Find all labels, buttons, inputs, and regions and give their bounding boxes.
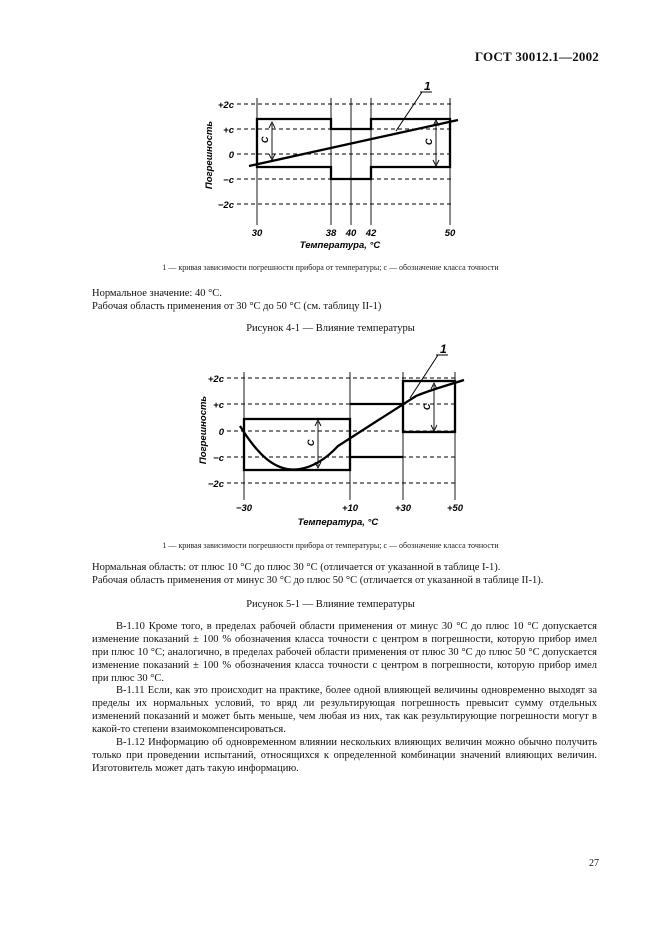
paragraph-b-1-12 (92, 737, 597, 776)
y-tick-label: +2c (217, 100, 234, 111)
x-tick-label: 38 (325, 228, 337, 239)
y-tick-label: −c (223, 175, 234, 186)
figure-5-1-title: Рисунок 5-1 — Влияние температуры (246, 599, 415, 610)
x-tick-lines (257, 98, 450, 225)
x-axis-label: Температура, °С (297, 517, 379, 528)
figure-4-1-caption: 1 — кривая зависимости погрешности прибора от температуры; c — обозначение класса точности (162, 263, 499, 272)
y-tick-label: −2c (217, 200, 234, 211)
x-tick-label: −30 (235, 503, 253, 514)
paragraph-text: B-1.11 Если, как это происходит на практике, более одной влияющей величины одновременно выходят за пределы их нормальных условий, то вряд ли результирующая погрешность превысит сумму отдельных изменений показаний и может быть меньше, чем любая из них, так как результирующие погрешности могут в какой-то степени взаимокомпенсироваться. (92, 685, 597, 735)
x-tick-label: +30 (394, 503, 412, 514)
tolerance-band-low (244, 419, 350, 470)
x-tick-label: +10 (341, 503, 359, 514)
y-tick-label: 0 (218, 427, 224, 438)
figure-5-1-working-range: Рабочая область применения от минус 30 °С до плюс 50 °С (отличается от указанной в таблице II-1). (92, 575, 544, 586)
y-axis-label: Погрешность (198, 395, 209, 465)
figure-5-1-chart (190, 340, 490, 532)
x-tick-label: 30 (251, 228, 263, 239)
x-tick-label: 50 (444, 228, 456, 239)
paragraph-text: B-1.10 Кроме того, в пределах рабочей области применения от минус 30 °С до плюс 10 °С допускается изменение показаний ± 100 % обозначения класса точности с центром в погрешности, которую прибор имел при плюс 10 °С; аналогично, в пределах рабочей области применения от плюс 30 °С до плюс 50 °С допускается изменение показаний ± 100 % обозначения класса точности с центром в погрешности, которую прибор имел при плюс 30 °С. (92, 621, 597, 684)
dim-label: C (306, 439, 316, 446)
tolerance-band-normal (350, 404, 403, 457)
paragraph-b-1-11 (92, 685, 597, 737)
y-axis-label: Погрешность (204, 120, 215, 190)
y-tick-label: +c (223, 125, 234, 136)
dim-label: C (422, 403, 432, 410)
figure-4-1-working-range: Рабочая область применения от 30 °С до 50 °С (см. таблицу II-1) (92, 301, 382, 312)
x-tick-label: 40 (345, 228, 357, 239)
dim-label: C (260, 136, 270, 143)
curve-label-leader (396, 92, 422, 131)
dim-label: C (424, 138, 434, 145)
figure-5-1-normal-area: Нормальная область: от плюс 10 °С до плюс 30 °С (отличается от указанной в таблице I-1). (92, 562, 501, 573)
figure-4-1-chart (190, 82, 490, 254)
y-tick-label: −2c (207, 479, 224, 490)
figure-4-1-title: Рисунок 4-1 — Влияние температуры (246, 323, 415, 334)
curve-label: 1 (424, 82, 431, 93)
curve-label: 1 (440, 342, 447, 356)
y-tick-label: 0 (228, 150, 234, 161)
y-tick-label: +2c (207, 374, 224, 385)
figure-5-1-caption: 1 — кривая зависимости погрешности прибора от температуры; c — обозначение класса точности (162, 541, 499, 550)
y-tick-label: +c (213, 400, 224, 411)
y-tick-label: −c (213, 453, 224, 464)
paragraph-b-1-10 (92, 621, 597, 686)
paragraph-text: B-1.12 Информацию об одновременном влиянии нескольких влияющих величин можно обычно получить только при проведении испытаний, относящихся к определенной комбинации значений влияющих величин. Изготовитель может дать такую информацию. (92, 737, 597, 774)
document-header: ГОСТ 30012.1—2002 (474, 49, 599, 64)
page-number: 27 (589, 858, 599, 869)
x-axis-label: Температура, °С (299, 240, 381, 251)
x-tick-label: +50 (446, 503, 464, 514)
figure-4-1-normal-value: Нормальное значение: 40 °С. (92, 288, 222, 299)
x-tick-label: 42 (365, 228, 377, 239)
